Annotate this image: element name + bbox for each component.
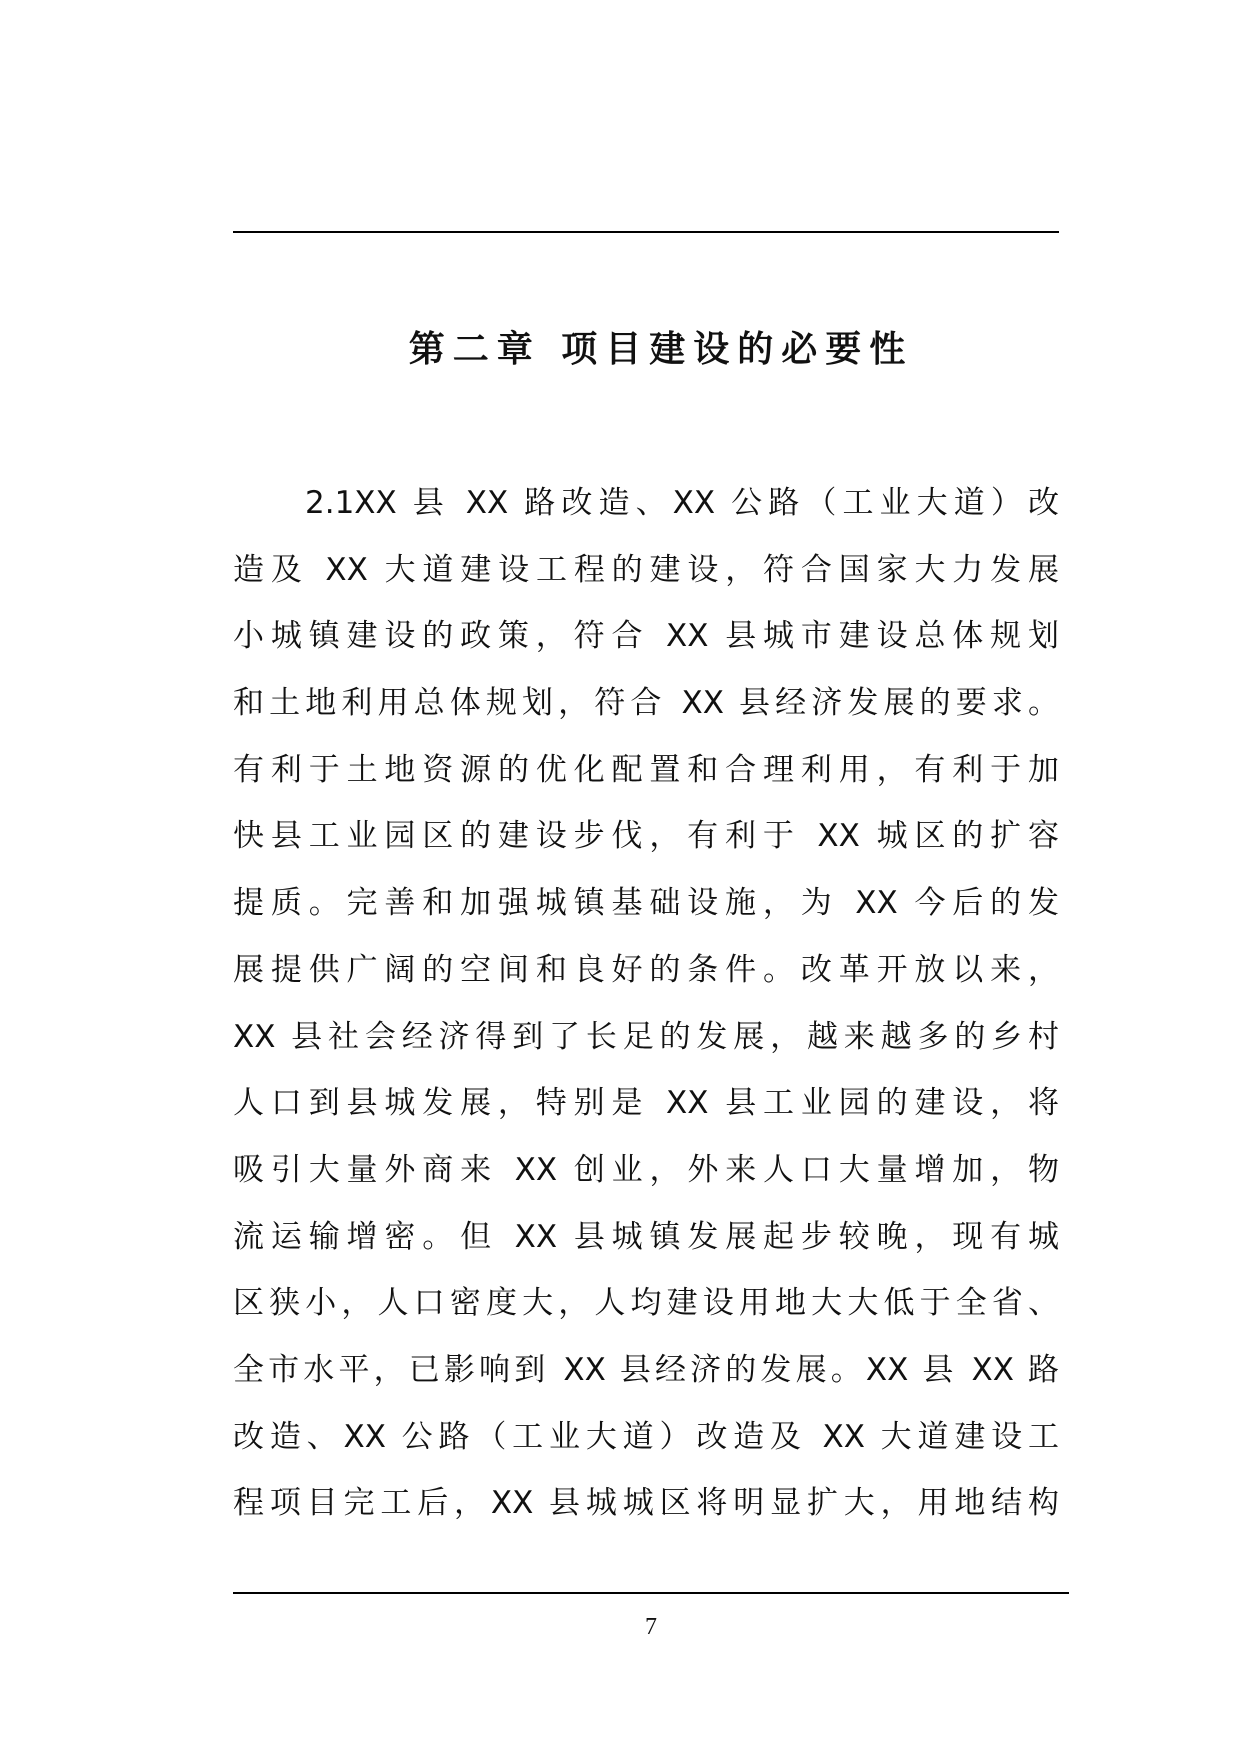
body-line: 造及 XX 大道建设工程的建设，符合国家大力发展: [233, 551, 1059, 588]
body-line: 提质。完善和加强城镇基础设施，为 XX 今后的发: [233, 885, 1059, 922]
body-paragraph: [233, 470, 1059, 1537]
footer-rule: [233, 1592, 1069, 1594]
chapter-title: 第二章 项目建设的必要性: [408, 329, 914, 370]
body-line: XX 县社会经济得到了长足的发展，越来越多的乡村: [233, 1018, 1059, 1055]
header-rule: [233, 231, 1059, 233]
body-line: 程项目完工后，XX 县城城区将明显扩大，用地结构: [233, 1485, 1059, 1522]
body-line: 有利于土地资源的优化配置和合理利用，有利于加: [233, 751, 1059, 788]
body-line: 和土地利用总体规划，符合 XX 县经济发展的要求。: [233, 685, 1059, 722]
body-line: 改造、XX 公路（工业大道）改造及 XX 大道建设工: [233, 1418, 1059, 1455]
body-line: 小城镇建设的政策，符合 XX 县城市建设总体规划: [233, 618, 1059, 655]
body-line: 2.1XX 县 XX 路改造、XX 公路（工业大道）改: [305, 485, 1059, 521]
body-line: 人口到县城发展，特别是 XX 县工业园的建设，将: [233, 1085, 1059, 1122]
body-line: 区狭小，人口密度大，人均建设用地大大低于全省、: [233, 1285, 1059, 1322]
body-line: 吸引大量外商来 XX 创业，外来人口大量增加，物: [233, 1151, 1059, 1188]
body-line: 展提供广阔的空间和良好的条件。改革开放以来，: [233, 951, 1059, 988]
body-line: 全市水平，已影响到 XX 县经济的发展。XX 县 XX 路: [233, 1351, 1059, 1388]
page-number: 7: [645, 1614, 657, 1640]
body-line: 快县工业园区的建设步伐，有利于 XX 城区的扩容: [233, 818, 1059, 855]
body-line: 流运输增密。但 XX 县城镇发展起步较晚，现有城: [233, 1218, 1059, 1255]
